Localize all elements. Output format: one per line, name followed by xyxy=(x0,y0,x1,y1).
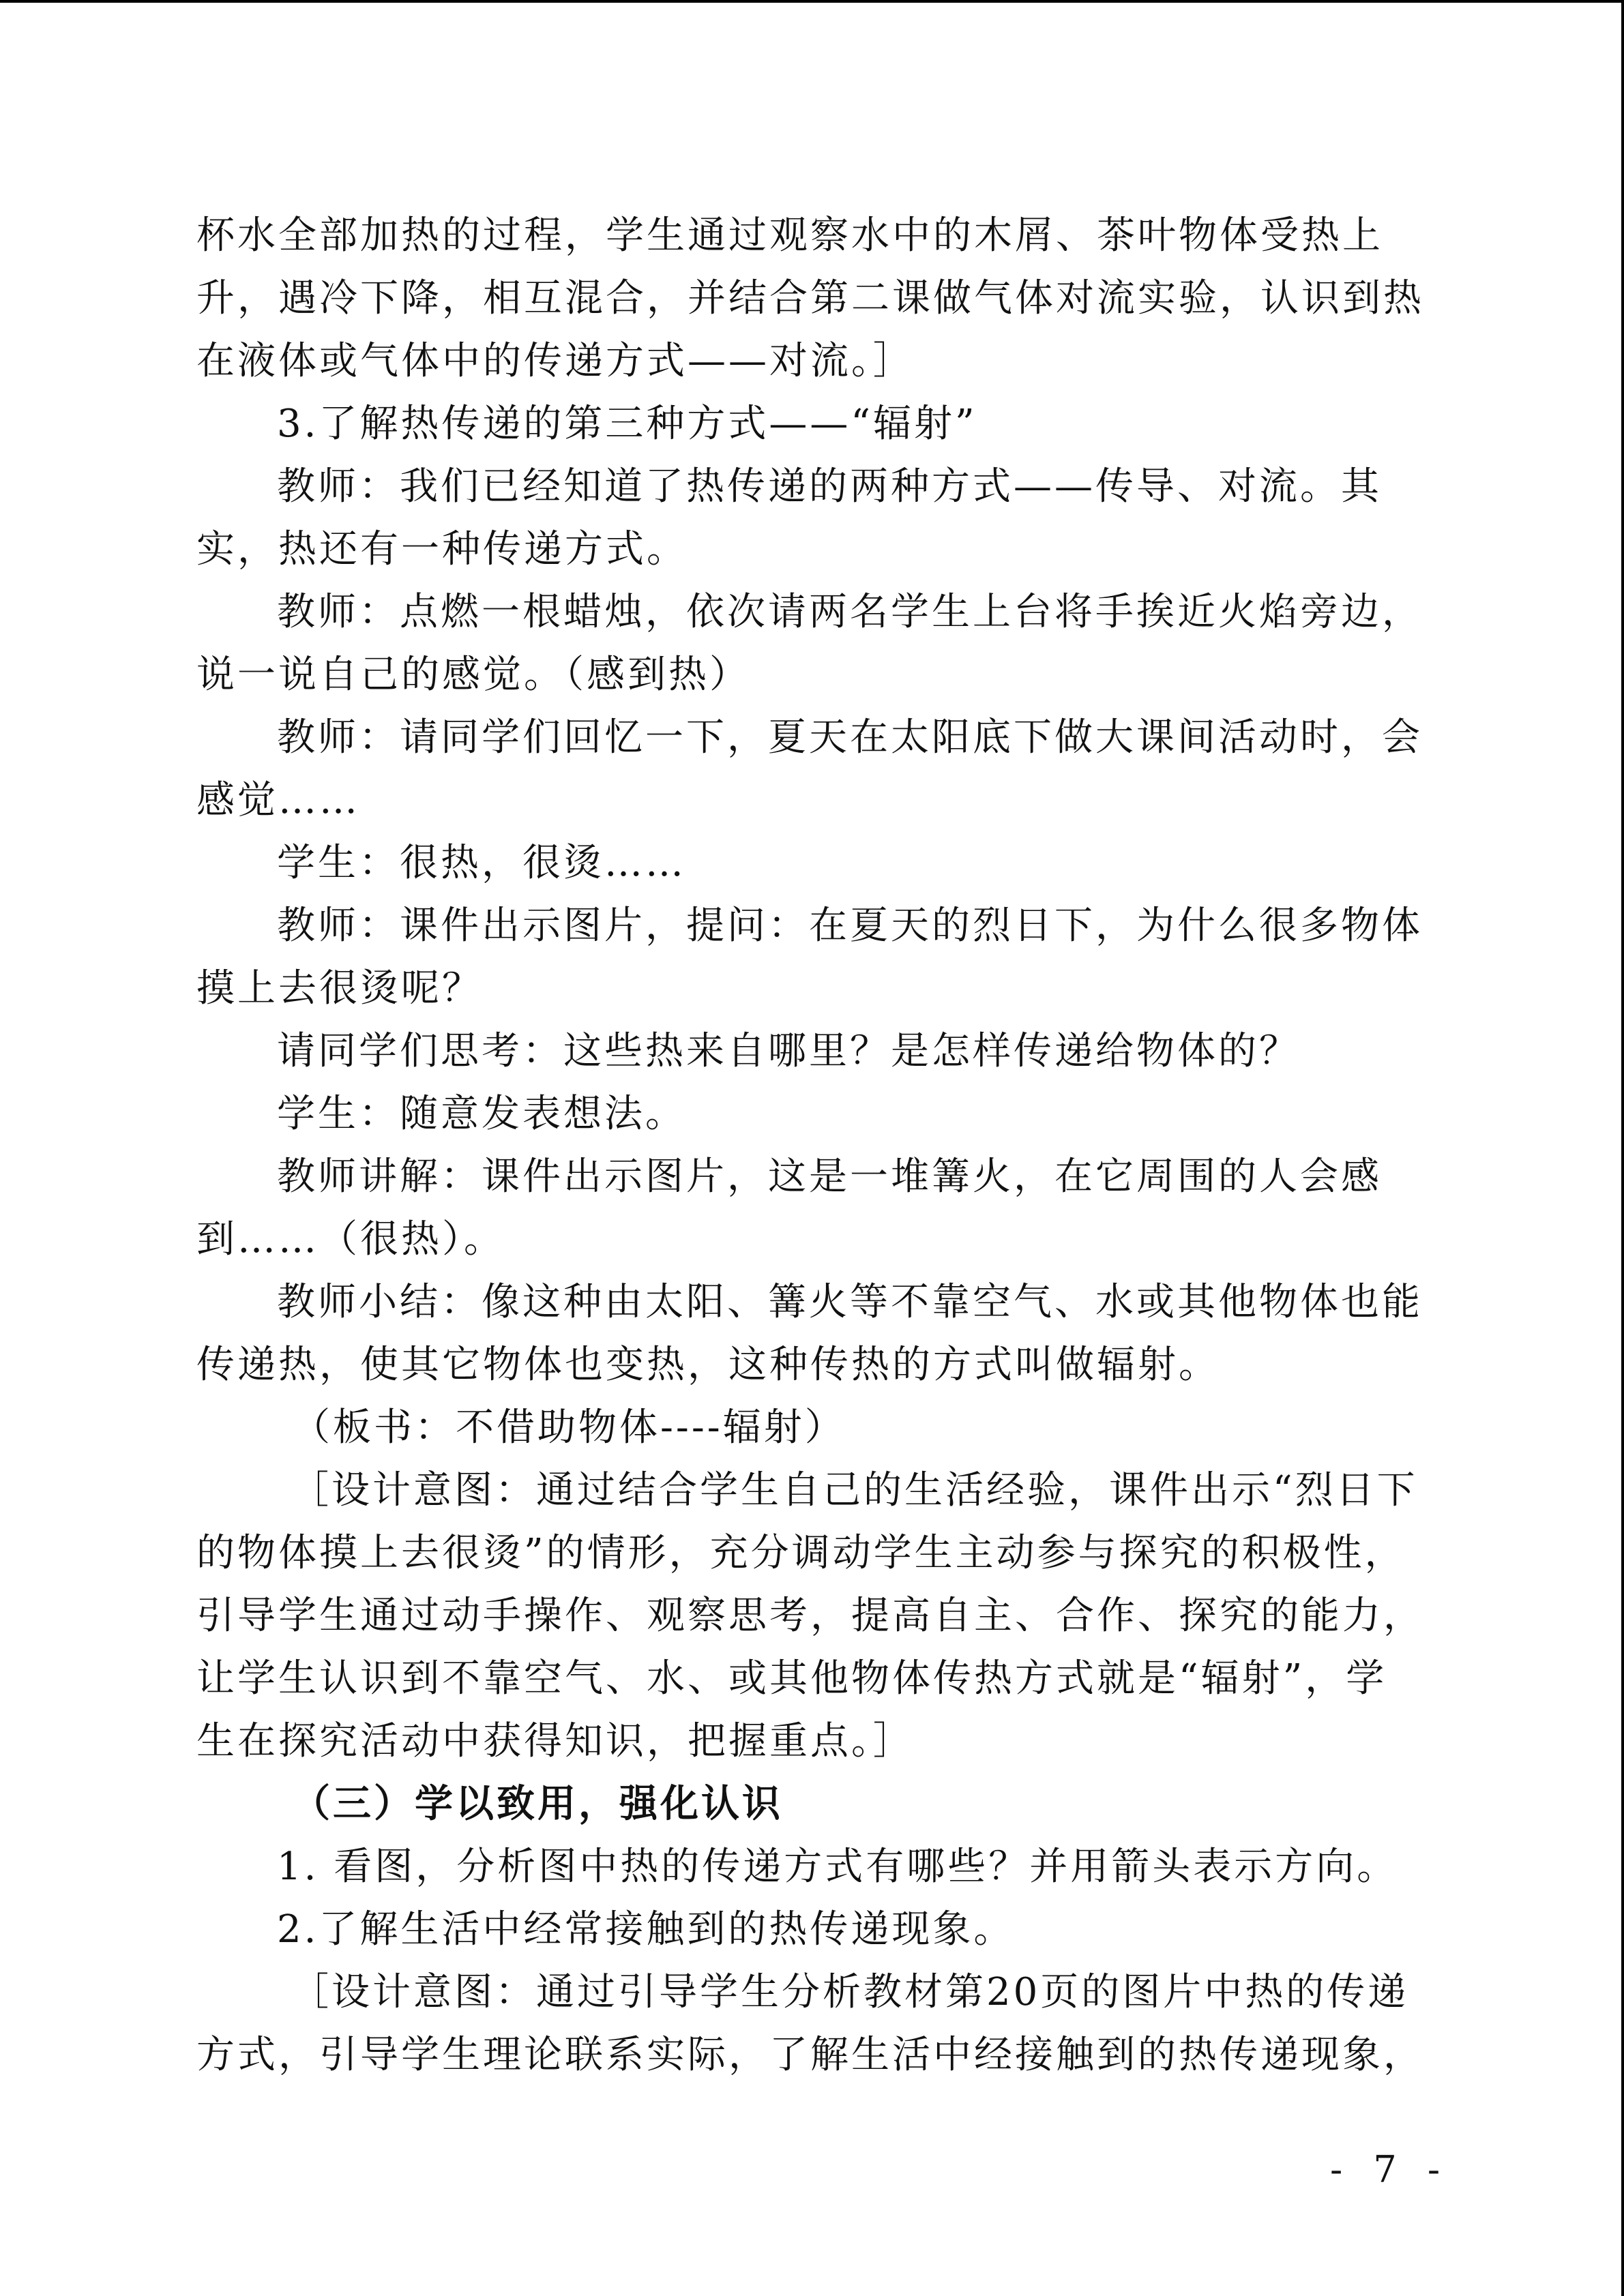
paragraph-line: 教师：请同学们回忆一下，夏天在太阳底下做大课间活动时，会 xyxy=(277,715,1423,760)
paragraph-line: 教师小结：像这种由太阳、篝火等不靠空气、水或其他物体也能 xyxy=(277,1280,1423,1324)
board-note: （板书：不借助物体----辐射） xyxy=(292,1405,846,1450)
paragraph-line: 说一说自己的感觉。（感到热） xyxy=(196,653,750,697)
list-item: 2.了解生活中经常接触到的热传递现象。 xyxy=(277,1907,1015,1952)
design-intent-line: ［设计意图：通过引导学生分析教材第20页的图片中热的传递 xyxy=(291,1970,1409,2014)
paragraph-line: 教师讲解：课件出示图片，这是一堆篝火，在它周围的人会感 xyxy=(277,1154,1382,1199)
paragraph-line: 学生：随意发表想法。 xyxy=(277,1092,686,1136)
document-body xyxy=(196,205,1428,2087)
design-intent-line: 让学生认识到不靠空气、水、或其他物体传热方式就是“辐射”，学 xyxy=(196,1656,1387,1701)
list-item: 1. 看图，分析图中热的传递方式有哪些？并用箭头表示方向。 xyxy=(277,1845,1398,1889)
paragraph-line: 杯水全部加热的过程，学生通过观察水中的木屑、茶叶物体受热上 xyxy=(196,213,1383,258)
paragraph-line: 到……（很热）。 xyxy=(196,1217,505,1262)
section-heading: （三）学以致用，强化认识 xyxy=(292,1782,783,1826)
paragraph-line: 传递热，使其它物体也变热，这种传热的方式叫做辐射。 xyxy=(196,1343,1220,1387)
paragraph-line: 感觉…… xyxy=(196,778,360,822)
page-number: - 7 - xyxy=(1330,2148,1450,2191)
paragraph-line: 摸上去很烫呢？ xyxy=(196,966,483,1011)
paragraph-line: 实，热还有一种传递方式。 xyxy=(196,527,688,571)
design-intent-line: 生在探究活动中获得知识，把握重点。］ xyxy=(196,1719,914,1763)
paragraph-line: 升，遇冷下降，相互混合，并结合第二课做气体对流实验，认识到热 xyxy=(196,276,1424,320)
paragraph-line: 教师：我们已经知道了热传递的两种方式——传导、对流。其 xyxy=(277,464,1382,509)
paragraph-line: 学生：很热，很烫…… xyxy=(277,841,686,885)
paragraph-line: 请同学们思考：这些热来自哪里？是怎样传递给物体的？ xyxy=(277,1029,1300,1073)
design-intent-line: 的物体摸上去很烫”的情形，充分调动学生主动参与探究的积极性， xyxy=(196,1531,1406,1575)
paragraph-line: 在液体或气体中的传递方式——对流。］ xyxy=(196,339,914,383)
design-intent-line: ［设计意图：通过结合学生自己的生活经验，课件出示“烈日下 xyxy=(291,1468,1418,1512)
paragraph-line: 教师：点燃一根蜡烛，依次请两名学生上台将手挨近火焰旁边， xyxy=(277,590,1423,634)
design-intent-line: 引导学生通过动手操作、观察思考，提高自主、合作、探究的能力， xyxy=(196,1594,1424,1638)
design-intent-line: 方式，引导学生理论联系实际，了解生活中经接触到的热传递现象， xyxy=(196,2033,1424,2077)
paragraph-line: 教师：课件出示图片，提问：在夏天的烈日下，为什么很多物体 xyxy=(277,904,1423,948)
section-subheading: 3.了解热传递的第三种方式——“辐射” xyxy=(277,402,977,446)
